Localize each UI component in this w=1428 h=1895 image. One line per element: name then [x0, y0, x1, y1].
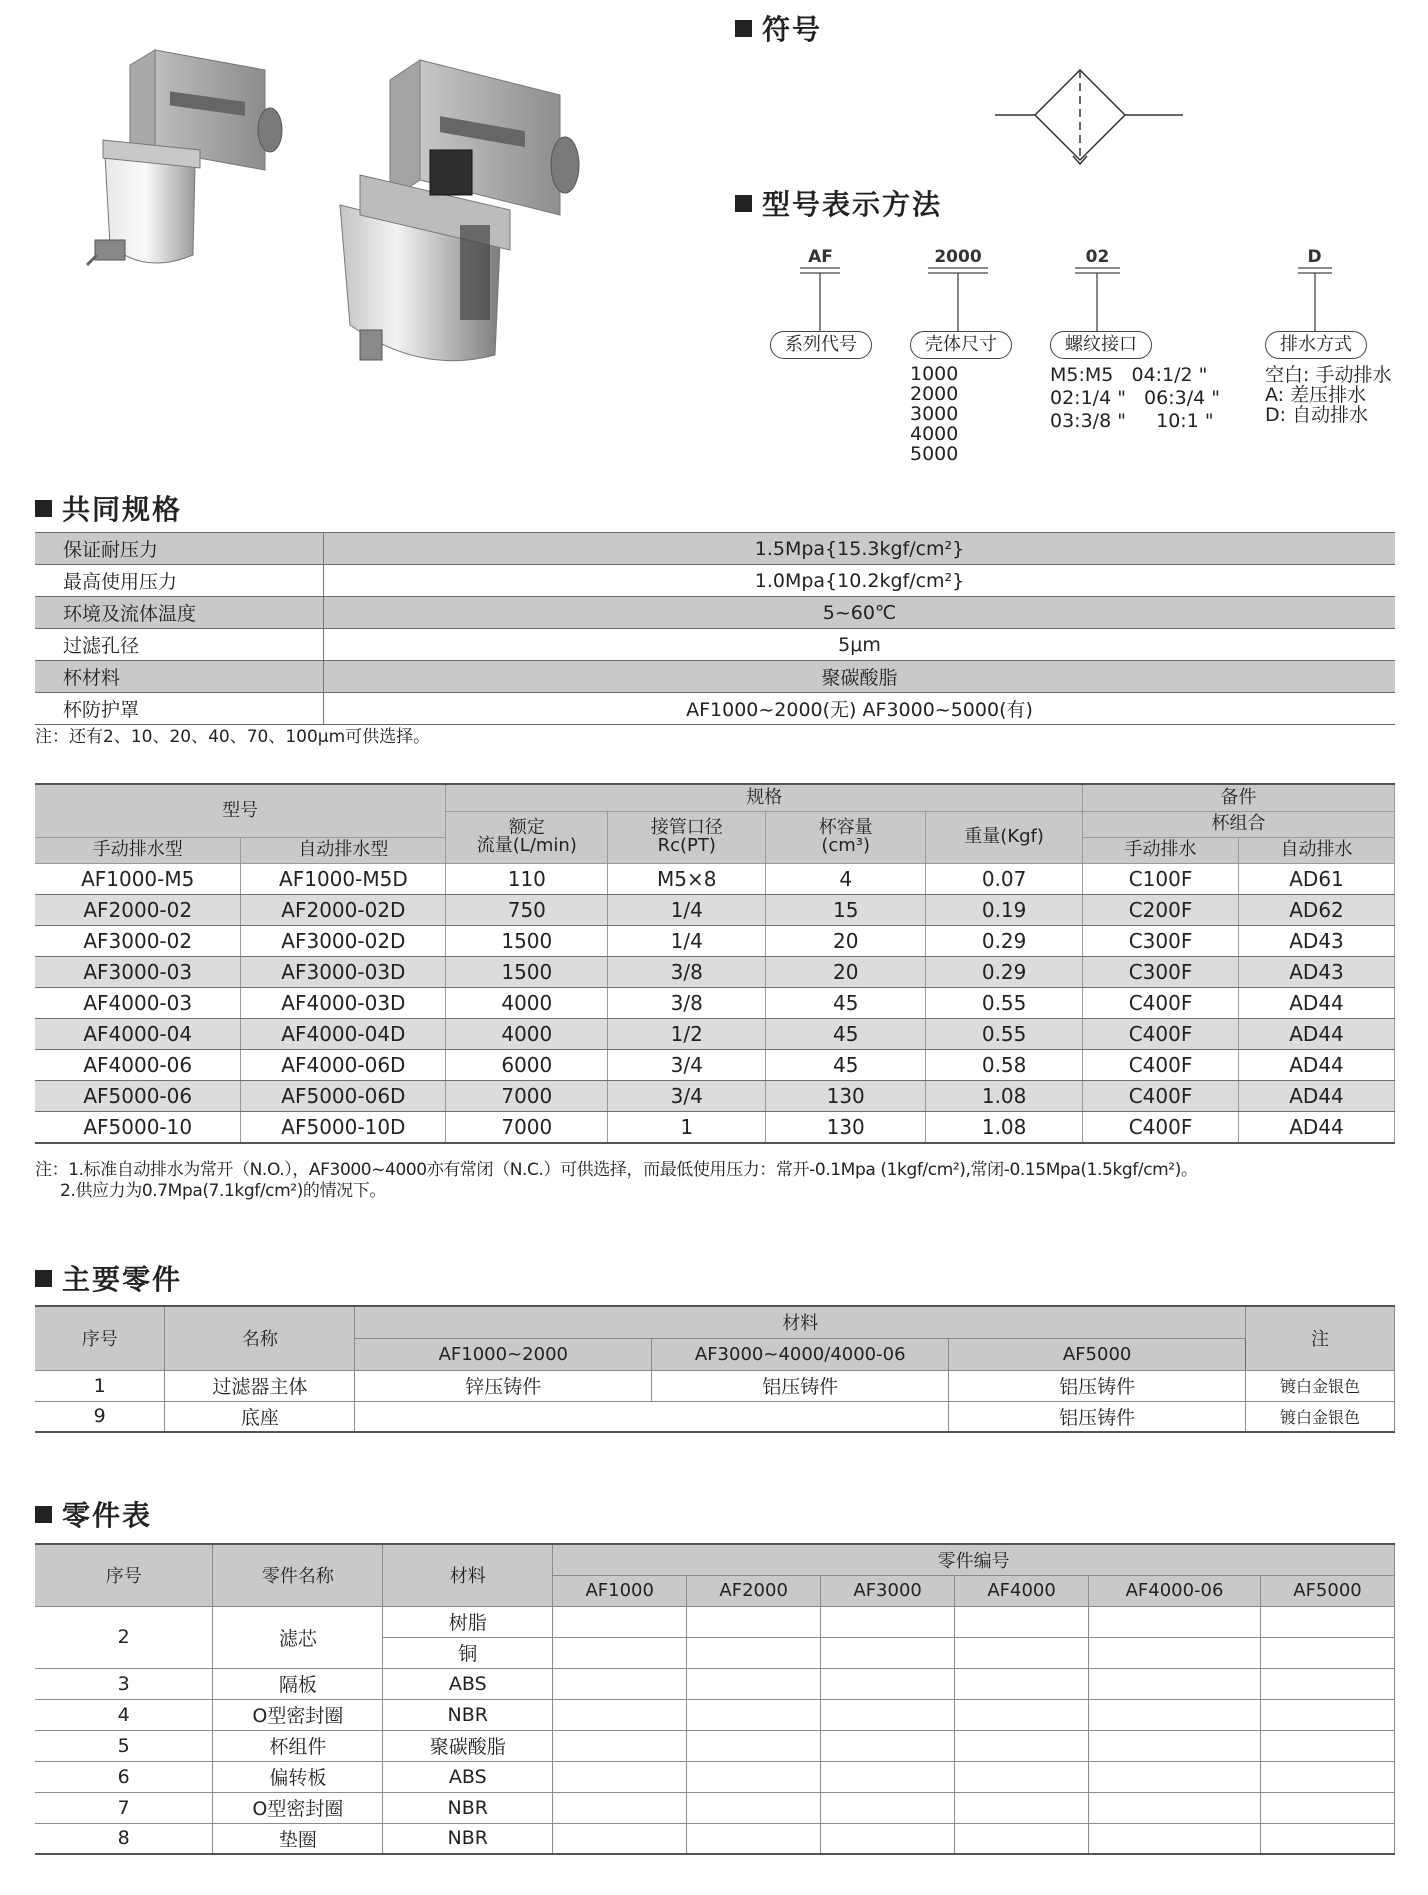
size-options: 1000 2000 3000 4000 5000	[910, 363, 959, 465]
cell-part-number	[553, 1730, 687, 1761]
cell-cup-volume: 130	[766, 1111, 926, 1143]
model-table-note: 注：1.标准自动排水为常开（N.O.），AF3000~4000亦有常闭（N.C.）可供选择，而最低使用压力：常开-0.1Mpa (1kgf/cm²),常闭-0.15Mpa(1.5kgf/cm²)。 2.供应力为0.7Mpa(7.1kgf/cm²)的情况下。	[35, 1160, 1198, 1201]
cell-flow: 4000	[446, 987, 608, 1018]
parts-list-title: 零件表	[35, 1494, 152, 1534]
cell-no: 6	[35, 1761, 213, 1792]
spec-key: 环境及流体温度	[35, 597, 324, 629]
header-name: 名称	[165, 1306, 355, 1370]
cell-port: M5×8	[608, 863, 766, 894]
cell-no: 3	[35, 1668, 213, 1699]
cell-name: 底座	[165, 1401, 355, 1432]
cell-material: 铜	[383, 1637, 553, 1668]
code-series: AF	[808, 247, 833, 267]
cell-part-name: 垫圈	[213, 1823, 383, 1854]
header-cup-volume: 杯容量 (cm³)	[766, 811, 926, 863]
header-af1000-2000: AF1000~2000	[355, 1338, 652, 1370]
table-row	[35, 863, 1395, 894]
cell-flow: 1500	[446, 925, 608, 956]
cell-part-number	[955, 1637, 1089, 1668]
label-drain-type: 排水方式	[1265, 331, 1367, 359]
table-row	[35, 894, 1395, 925]
header-part-number: 零件编号	[553, 1544, 1395, 1575]
cell-weight: 0.19	[926, 894, 1083, 925]
cell-cup-manual: C100F	[1083, 863, 1239, 894]
spec-value: 5μm	[324, 629, 1396, 661]
model-code-title: 型号表示方法	[735, 183, 942, 223]
table-row	[35, 1111, 1395, 1143]
cell-name: 过滤器主体	[165, 1370, 355, 1401]
cell-part-number	[1089, 1823, 1261, 1854]
cell-part-number	[821, 1823, 955, 1854]
cell-no: 7	[35, 1792, 213, 1823]
spec-value: 1.5Mpa{15.3kgf/cm²}	[324, 533, 1396, 565]
cell-weight: 0.58	[926, 1049, 1083, 1080]
cell-manual-model: AF5000-10	[35, 1111, 241, 1143]
cell-part-number	[955, 1823, 1089, 1854]
cell-no: 1	[35, 1370, 165, 1401]
cell-no: 5	[35, 1730, 213, 1761]
header-auto-drain: 自动排水	[1239, 837, 1395, 863]
header-material: 材料	[355, 1306, 1246, 1338]
code-size: 2000	[934, 247, 982, 267]
filter-symbol-diagram	[995, 60, 1195, 170]
header-manual-drain: 手动排水	[1083, 837, 1239, 863]
cell-part-number	[687, 1699, 821, 1730]
cell-material: NBR	[383, 1823, 553, 1854]
cell-part-number	[955, 1606, 1089, 1637]
header-auto-type: 自动排水型	[241, 837, 446, 863]
cell-material: ABS	[383, 1668, 553, 1699]
cell-cup-manual: C400F	[1083, 1018, 1239, 1049]
cell-flow: 1500	[446, 956, 608, 987]
cell-part-number	[553, 1699, 687, 1730]
cell-auto-model: AF3000-03D	[241, 956, 446, 987]
cell-part-number	[687, 1606, 821, 1637]
cell-port: 1	[608, 1111, 766, 1143]
cell-weight: 0.07	[926, 863, 1083, 894]
cell-auto-model: AF4000-06D	[241, 1049, 446, 1080]
cell-part-number	[955, 1761, 1089, 1792]
header-af5000: AF5000	[949, 1338, 1246, 1370]
header-port: 接管口径 Rc(PT)	[608, 811, 766, 863]
cell-part-number	[821, 1606, 955, 1637]
cell-cup-volume: 45	[766, 987, 926, 1018]
cell-manual-model: AF1000-M5	[35, 863, 241, 894]
header-af4000: AF4000	[955, 1575, 1089, 1606]
cell-material: NBR	[383, 1699, 553, 1730]
cell-manual-model: AF3000-02	[35, 925, 241, 956]
cell-no: 9	[35, 1401, 165, 1432]
header-no: 序号	[35, 1306, 165, 1370]
cell-cup-volume: 45	[766, 1049, 926, 1080]
cell-part-number	[1260, 1699, 1394, 1730]
cell-manual-model: AF3000-03	[35, 956, 241, 987]
cell-manual-model: AF4000-04	[35, 1018, 241, 1049]
cell-note: 镀白金银色	[1246, 1370, 1395, 1401]
cell-part-number	[1089, 1761, 1261, 1792]
cell-part-number	[687, 1761, 821, 1792]
cell-auto-model: AF1000-M5D	[241, 863, 446, 894]
header-manual-type: 手动排水型	[35, 837, 241, 863]
cell-part-name: 杯组件	[213, 1730, 383, 1761]
cell-port: 3/4	[608, 1080, 766, 1111]
cell-weight: 0.29	[926, 956, 1083, 987]
cell-part-number	[1260, 1637, 1394, 1668]
cell-cup-auto: AD44	[1239, 1018, 1395, 1049]
cell-part-number	[821, 1668, 955, 1699]
cell-port: 1/4	[608, 894, 766, 925]
cell-material: NBR	[383, 1792, 553, 1823]
label-body-size: 壳体尺寸	[910, 331, 1012, 359]
table-row	[35, 1401, 1395, 1432]
table-row	[35, 1699, 1395, 1730]
header-flow: 额定 流量(L/min)	[446, 811, 608, 863]
cell-part-name: 隔板	[213, 1668, 383, 1699]
cell-part-number	[1260, 1823, 1394, 1854]
spec-row	[35, 533, 1395, 565]
cell-weight: 0.55	[926, 987, 1083, 1018]
cell-part-number	[1089, 1668, 1261, 1699]
spec-row	[35, 693, 1395, 725]
bullet-square-icon	[35, 1270, 52, 1287]
cell-part-number	[687, 1730, 821, 1761]
header-no: 序号	[35, 1544, 213, 1606]
cell-part-number	[1260, 1792, 1394, 1823]
table-row	[35, 1730, 1395, 1761]
thread-options: M5:M5 04:1/2 " 02:1/4 " 06:3/4 " 03:3/8 " 10:1 "	[1050, 364, 1220, 432]
cell-no: 4	[35, 1699, 213, 1730]
cell-part-number	[553, 1823, 687, 1854]
cell-flow: 4000	[446, 1018, 608, 1049]
common-spec-note: 注：还有2、10、20、40、70、100μm可供选择。	[35, 727, 431, 747]
cell-auto-model: AF3000-02D	[241, 925, 446, 956]
product-photo-af3000	[320, 55, 620, 375]
table-row	[35, 956, 1395, 987]
header-part-name: 零件名称	[213, 1544, 383, 1606]
header-material: 材料	[383, 1544, 553, 1606]
cell-cup-auto: AD44	[1239, 1111, 1395, 1143]
cell-flow: 110	[446, 863, 608, 894]
label-thread-port: 螺纹接口	[1050, 331, 1152, 359]
cell-manual-model: AF4000-03	[35, 987, 241, 1018]
spec-key: 最高使用压力	[35, 565, 324, 597]
cell-port: 3/4	[608, 1049, 766, 1080]
header-af1000: AF1000	[553, 1575, 687, 1606]
cell-part-number	[1089, 1730, 1261, 1761]
header-af5000: AF5000	[1260, 1575, 1394, 1606]
cell-material-af3000: 铝压铸件	[652, 1370, 949, 1401]
bullet-square-icon	[35, 500, 52, 517]
cell-manual-model: AF5000-06	[35, 1080, 241, 1111]
table-row	[35, 1823, 1395, 1854]
cell-part-number	[687, 1823, 821, 1854]
cell-part-number	[553, 1637, 687, 1668]
cell-auto-model: AF5000-10D	[241, 1111, 446, 1143]
cell-material-empty	[355, 1401, 949, 1432]
cell-part-number	[821, 1699, 955, 1730]
cell-cup-volume: 15	[766, 894, 926, 925]
spec-value: AF1000~2000(无) AF3000~5000(有)	[324, 693, 1396, 725]
cell-cup-manual: C400F	[1083, 1049, 1239, 1080]
cell-part-number	[1089, 1699, 1261, 1730]
cell-part-number	[821, 1792, 955, 1823]
table-row	[35, 1049, 1395, 1080]
cell-part-number	[821, 1637, 955, 1668]
header-af3000-4000: AF3000~4000/4000-06	[652, 1338, 949, 1370]
cell-auto-model: AF5000-06D	[241, 1080, 446, 1111]
cell-cup-auto: AD62	[1239, 894, 1395, 925]
common-spec-table	[35, 532, 1395, 725]
table-row	[35, 1606, 1395, 1637]
header-spare: 备件	[1083, 784, 1395, 811]
cell-note: 镀白金银色	[1246, 1401, 1395, 1432]
cell-cup-auto: AD44	[1239, 1080, 1395, 1111]
cell-flow: 7000	[446, 1111, 608, 1143]
cell-part-number	[687, 1792, 821, 1823]
cell-flow: 6000	[446, 1049, 608, 1080]
header-af3000: AF3000	[821, 1575, 955, 1606]
cell-cup-auto: AD43	[1239, 956, 1395, 987]
cell-part-number	[553, 1668, 687, 1699]
cell-cup-manual: C400F	[1083, 1111, 1239, 1143]
cell-manual-model: AF4000-06	[35, 1049, 241, 1080]
spec-row	[35, 629, 1395, 661]
cell-part-number	[1260, 1606, 1394, 1637]
cell-weight: 1.08	[926, 1111, 1083, 1143]
cell-part-number	[1089, 1606, 1261, 1637]
drain-options: 空白: 手动排水 A: 差压排水 D: 自动排水	[1265, 364, 1392, 426]
cell-weight: 1.08	[926, 1080, 1083, 1111]
header-weight: 重量(Kgf)	[926, 811, 1083, 863]
cell-material: 树脂	[383, 1606, 553, 1637]
code-connector-lines	[790, 266, 1350, 336]
cell-port: 3/8	[608, 987, 766, 1018]
cell-cup-manual: C200F	[1083, 894, 1239, 925]
table-row	[35, 925, 1395, 956]
cell-part-number	[955, 1730, 1089, 1761]
cell-material-af5000: 铝压铸件	[949, 1401, 1246, 1432]
spec-key: 过滤孔径	[35, 629, 324, 661]
cell-cup-manual: C300F	[1083, 956, 1239, 987]
cell-part-number	[553, 1761, 687, 1792]
spec-row	[35, 661, 1395, 693]
cell-part-number	[821, 1761, 955, 1792]
bullet-square-icon	[735, 20, 752, 37]
cell-weight: 0.29	[926, 925, 1083, 956]
cell-part-number	[955, 1792, 1089, 1823]
cell-part-number	[553, 1792, 687, 1823]
cell-port: 3/8	[608, 956, 766, 987]
spec-value: 5~60℃	[324, 597, 1396, 629]
cell-part-number	[955, 1699, 1089, 1730]
header-af4000-06: AF4000-06	[1089, 1575, 1261, 1606]
spec-value: 聚碳酸脂	[324, 661, 1396, 693]
header-model: 型号	[35, 784, 446, 837]
cell-part-number	[955, 1668, 1089, 1699]
cell-auto-model: AF4000-03D	[241, 987, 446, 1018]
cell-part-name: O型密封圈	[213, 1699, 383, 1730]
cell-part-name: 偏转板	[213, 1761, 383, 1792]
model-spec-table	[35, 783, 1395, 1144]
cell-port: 1/2	[608, 1018, 766, 1049]
cell-part-number	[687, 1637, 821, 1668]
cell-material: ABS	[383, 1761, 553, 1792]
cell-cup-auto: AD43	[1239, 925, 1395, 956]
table-row	[35, 987, 1395, 1018]
cell-part-number	[1260, 1730, 1394, 1761]
code-thread: 02	[1085, 247, 1110, 267]
cell-part-number	[1260, 1668, 1394, 1699]
symbol-title: 符号	[735, 8, 822, 48]
table-row	[35, 1080, 1395, 1111]
main-parts-title: 主要零件	[35, 1258, 182, 1298]
cell-port: 1/4	[608, 925, 766, 956]
cell-part-number	[553, 1606, 687, 1637]
cell-material: 聚碳酸脂	[383, 1730, 553, 1761]
cell-cup-volume: 45	[766, 1018, 926, 1049]
header-af2000: AF2000	[687, 1575, 821, 1606]
product-photo-af2000	[75, 40, 295, 280]
cell-flow: 750	[446, 894, 608, 925]
spec-row	[35, 565, 1395, 597]
cell-part-number	[1260, 1761, 1394, 1792]
table-row	[35, 1668, 1395, 1699]
cell-no: 8	[35, 1823, 213, 1854]
spec-key: 杯材料	[35, 661, 324, 693]
header-note: 注	[1246, 1306, 1395, 1370]
cell-auto-model: AF4000-04D	[241, 1018, 446, 1049]
code-drain: D	[1307, 247, 1322, 267]
cell-no: 2	[35, 1606, 213, 1668]
header-cup-assembly: 杯组合	[1083, 811, 1395, 837]
spec-value: 1.0Mpa{10.2kgf/cm²}	[324, 565, 1396, 597]
table-row	[35, 1370, 1395, 1401]
cell-cup-volume: 130	[766, 1080, 926, 1111]
main-parts-table	[35, 1305, 1395, 1433]
table-row	[35, 1018, 1395, 1049]
spec-row	[35, 597, 1395, 629]
cell-cup-manual: C400F	[1083, 987, 1239, 1018]
label-series-code: 系列代号	[770, 331, 872, 359]
spec-key: 保证耐压力	[35, 533, 324, 565]
cell-cup-volume: 20	[766, 956, 926, 987]
cell-part-number	[1089, 1792, 1261, 1823]
table-row	[35, 1761, 1395, 1792]
bullet-square-icon	[735, 195, 752, 212]
cell-cup-auto: AD61	[1239, 863, 1395, 894]
cell-part-name: 滤芯	[213, 1606, 383, 1668]
cell-cup-manual: C300F	[1083, 925, 1239, 956]
cell-cup-auto: AD44	[1239, 1049, 1395, 1080]
cell-cup-auto: AD44	[1239, 987, 1395, 1018]
cell-flow: 7000	[446, 1080, 608, 1111]
cell-material-af5000: 铝压铸件	[949, 1370, 1246, 1401]
cell-part-number	[1089, 1637, 1261, 1668]
cell-cup-volume: 20	[766, 925, 926, 956]
cell-cup-volume: 4	[766, 863, 926, 894]
cell-weight: 0.55	[926, 1018, 1083, 1049]
cell-material-af1000: 锌压铸件	[355, 1370, 652, 1401]
cell-part-number	[687, 1668, 821, 1699]
table-row	[35, 1792, 1395, 1823]
common-spec-title: 共同规格	[35, 488, 182, 528]
cell-manual-model: AF2000-02	[35, 894, 241, 925]
parts-list-table	[35, 1543, 1395, 1855]
cell-part-name: O型密封圈	[213, 1792, 383, 1823]
spec-key: 杯防护罩	[35, 693, 324, 725]
cell-cup-manual: C400F	[1083, 1080, 1239, 1111]
cell-part-number	[821, 1730, 955, 1761]
header-spec: 规格	[446, 784, 1083, 811]
cell-auto-model: AF2000-02D	[241, 894, 446, 925]
bullet-square-icon	[35, 1506, 52, 1523]
